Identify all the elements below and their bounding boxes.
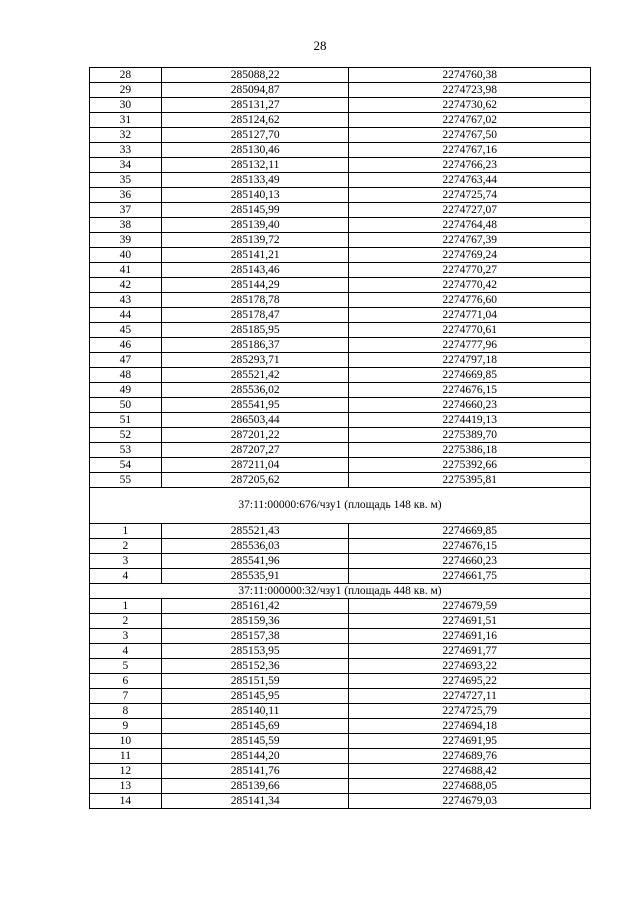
x-coordinate-cell: 285152,36 [161, 659, 349, 674]
table-row [90, 188, 591, 203]
x-coordinate-cell: 285145,99 [161, 203, 349, 218]
y-coordinate-cell: 2274691,95 [349, 734, 591, 749]
point-number-cell: 30 [90, 98, 162, 113]
table-row [90, 173, 591, 188]
x-coordinate-cell: 285131,27 [161, 98, 349, 113]
table-row [90, 98, 591, 113]
table-row [90, 569, 591, 584]
table-row [90, 629, 591, 644]
x-coordinate-cell: 285139,72 [161, 233, 349, 248]
point-number-cell: 35 [90, 173, 162, 188]
x-coordinate-cell: 285541,96 [161, 554, 349, 569]
y-coordinate-cell: 2274679,03 [349, 794, 591, 809]
point-number-cell: 48 [90, 368, 162, 383]
x-coordinate-cell: 285186,37 [161, 338, 349, 353]
point-number-cell: 49 [90, 383, 162, 398]
coordinates-table-body [90, 68, 591, 809]
point-number-cell: 12 [90, 764, 162, 779]
x-coordinate-cell: 285132,11 [161, 158, 349, 173]
y-coordinate-cell: 2274688,05 [349, 779, 591, 794]
x-coordinate-cell: 285094,87 [161, 83, 349, 98]
table-row [90, 659, 591, 674]
x-coordinate-cell: 285130,46 [161, 143, 349, 158]
y-coordinate-cell: 2274691,51 [349, 614, 591, 629]
x-coordinate-cell: 285145,59 [161, 734, 349, 749]
x-coordinate-cell: 285541,95 [161, 398, 349, 413]
table-row [90, 158, 591, 173]
point-number-cell: 45 [90, 323, 162, 338]
page-number: 28 [313, 38, 327, 53]
table-row [90, 749, 591, 764]
point-number-cell: 6 [90, 674, 162, 689]
point-number-cell: 4 [90, 569, 162, 584]
section-header-row [90, 584, 591, 599]
y-coordinate-cell: 2274725,74 [349, 188, 591, 203]
y-coordinate-cell: 2275389,70 [349, 428, 591, 443]
point-number-cell: 31 [90, 113, 162, 128]
point-number-cell: 41 [90, 263, 162, 278]
point-number-cell: 40 [90, 248, 162, 263]
y-coordinate-cell: 2274689,76 [349, 749, 591, 764]
y-coordinate-cell: 2274694,18 [349, 719, 591, 734]
point-number-cell: 43 [90, 293, 162, 308]
table-row [90, 323, 591, 338]
point-number-cell: 8 [90, 704, 162, 719]
y-coordinate-cell: 2274763,44 [349, 173, 591, 188]
table-row [90, 248, 591, 263]
table-row [90, 443, 591, 458]
table-row [90, 734, 591, 749]
x-coordinate-cell: 285141,34 [161, 794, 349, 809]
x-coordinate-cell: 285536,02 [161, 383, 349, 398]
x-coordinate-cell: 285144,29 [161, 278, 349, 293]
y-coordinate-cell: 2274693,22 [349, 659, 591, 674]
point-number-cell: 54 [90, 458, 162, 473]
y-coordinate-cell: 2275386,18 [349, 443, 591, 458]
y-coordinate-cell: 2274766,23 [349, 158, 591, 173]
point-number-cell: 55 [90, 473, 162, 488]
point-number-cell: 39 [90, 233, 162, 248]
table-row [90, 68, 591, 83]
y-coordinate-cell: 2274419,13 [349, 413, 591, 428]
x-coordinate-cell: 285145,69 [161, 719, 349, 734]
table-row [90, 794, 591, 809]
x-coordinate-cell: 287211,04 [161, 458, 349, 473]
point-number-cell: 7 [90, 689, 162, 704]
table-row [90, 278, 591, 293]
table-row [90, 674, 591, 689]
point-number-cell: 50 [90, 398, 162, 413]
point-number-cell: 9 [90, 719, 162, 734]
y-coordinate-cell: 2274767,02 [349, 113, 591, 128]
table-row [90, 524, 591, 539]
x-coordinate-cell: 285293,71 [161, 353, 349, 368]
x-coordinate-cell: 285143,46 [161, 263, 349, 278]
x-coordinate-cell: 285139,40 [161, 218, 349, 233]
point-number-cell: 4 [90, 644, 162, 659]
table-row [90, 719, 591, 734]
y-coordinate-cell: 2274725,79 [349, 704, 591, 719]
table-row [90, 689, 591, 704]
x-coordinate-cell: 285185,95 [161, 323, 349, 338]
table-row [90, 353, 591, 368]
table-row [90, 128, 591, 143]
table-row [90, 83, 591, 98]
y-coordinate-cell: 2274767,16 [349, 143, 591, 158]
x-coordinate-cell: 285536,03 [161, 539, 349, 554]
point-number-cell: 2 [90, 614, 162, 629]
y-coordinate-cell: 2274797,18 [349, 353, 591, 368]
table-row [90, 764, 591, 779]
x-coordinate-cell: 285178,78 [161, 293, 349, 308]
table-row [90, 218, 591, 233]
table-row [90, 308, 591, 323]
table-row [90, 383, 591, 398]
x-coordinate-cell: 285535,91 [161, 569, 349, 584]
x-coordinate-cell: 287207,27 [161, 443, 349, 458]
y-coordinate-cell: 2274764,48 [349, 218, 591, 233]
point-number-cell: 44 [90, 308, 162, 323]
table-row [90, 263, 591, 278]
point-number-cell: 5 [90, 659, 162, 674]
y-coordinate-cell: 2274727,07 [349, 203, 591, 218]
section-title: 37:11:000000:32/чзу1 (площадь 448 кв. м) [90, 584, 591, 599]
y-coordinate-cell: 2274661,75 [349, 569, 591, 584]
x-coordinate-cell: 287201,22 [161, 428, 349, 443]
x-coordinate-cell: 285140,13 [161, 188, 349, 203]
y-coordinate-cell: 2274769,24 [349, 248, 591, 263]
x-coordinate-cell: 285141,76 [161, 764, 349, 779]
point-number-cell: 51 [90, 413, 162, 428]
y-coordinate-cell: 2274776,60 [349, 293, 591, 308]
table-row [90, 599, 591, 614]
point-number-cell: 46 [90, 338, 162, 353]
y-coordinate-cell: 2274730,62 [349, 98, 591, 113]
table-row [90, 458, 591, 473]
x-coordinate-cell: 285161,42 [161, 599, 349, 614]
point-number-cell: 53 [90, 443, 162, 458]
y-coordinate-cell: 2274660,23 [349, 554, 591, 569]
point-number-cell: 3 [90, 629, 162, 644]
x-coordinate-cell: 287205,62 [161, 473, 349, 488]
table-row [90, 203, 591, 218]
x-coordinate-cell: 285127,70 [161, 128, 349, 143]
table-row [90, 539, 591, 554]
y-coordinate-cell: 2275395,81 [349, 473, 591, 488]
table-row [90, 473, 591, 488]
point-number-cell: 3 [90, 554, 162, 569]
y-coordinate-cell: 2274669,85 [349, 368, 591, 383]
table-row [90, 398, 591, 413]
y-coordinate-cell: 2274676,15 [349, 383, 591, 398]
point-number-cell: 33 [90, 143, 162, 158]
point-number-cell: 1 [90, 524, 162, 539]
y-coordinate-cell: 2274688,42 [349, 764, 591, 779]
table-row [90, 704, 591, 719]
y-coordinate-cell: 2274695,22 [349, 674, 591, 689]
point-number-cell: 2 [90, 539, 162, 554]
point-number-cell: 36 [90, 188, 162, 203]
x-coordinate-cell: 285124,62 [161, 113, 349, 128]
y-coordinate-cell: 2274723,98 [349, 83, 591, 98]
section-title: 37:11:00000:676/чзу1 (площадь 148 кв. м) [90, 488, 591, 524]
x-coordinate-cell: 285151,59 [161, 674, 349, 689]
x-coordinate-cell: 285088,22 [161, 68, 349, 83]
point-number-cell: 28 [90, 68, 162, 83]
table-row [90, 644, 591, 659]
x-coordinate-cell: 285133,49 [161, 173, 349, 188]
x-coordinate-cell: 285141,21 [161, 248, 349, 263]
table-row [90, 413, 591, 428]
point-number-cell: 13 [90, 779, 162, 794]
y-coordinate-cell: 2274691,16 [349, 629, 591, 644]
point-number-cell: 10 [90, 734, 162, 749]
point-number-cell: 14 [90, 794, 162, 809]
y-coordinate-cell: 2274770,42 [349, 278, 591, 293]
x-coordinate-cell: 285139,66 [161, 779, 349, 794]
y-coordinate-cell: 2274767,39 [349, 233, 591, 248]
point-number-cell: 1 [90, 599, 162, 614]
point-number-cell: 42 [90, 278, 162, 293]
table-row [90, 779, 591, 794]
x-coordinate-cell: 285157,38 [161, 629, 349, 644]
point-number-cell: 38 [90, 218, 162, 233]
table-row [90, 554, 591, 569]
x-coordinate-cell: 285144,20 [161, 749, 349, 764]
y-coordinate-cell: 2275392,66 [349, 458, 591, 473]
point-number-cell: 34 [90, 158, 162, 173]
x-coordinate-cell: 285140,11 [161, 704, 349, 719]
x-coordinate-cell: 285153,95 [161, 644, 349, 659]
y-coordinate-cell: 2274770,61 [349, 323, 591, 338]
y-coordinate-cell: 2274767,50 [349, 128, 591, 143]
y-coordinate-cell: 2274760,38 [349, 68, 591, 83]
x-coordinate-cell: 285159,36 [161, 614, 349, 629]
table-row [90, 113, 591, 128]
y-coordinate-cell: 2274669,85 [349, 524, 591, 539]
y-coordinate-cell: 2274691,77 [349, 644, 591, 659]
y-coordinate-cell: 2274660,23 [349, 398, 591, 413]
table-row [90, 428, 591, 443]
x-coordinate-cell: 285521,42 [161, 368, 349, 383]
table-row [90, 338, 591, 353]
x-coordinate-cell: 285178,47 [161, 308, 349, 323]
section-header-row [90, 488, 591, 524]
table-row [90, 233, 591, 248]
x-coordinate-cell: 285521,43 [161, 524, 349, 539]
point-number-cell: 29 [90, 83, 162, 98]
y-coordinate-cell: 2274771,04 [349, 308, 591, 323]
point-number-cell: 32 [90, 128, 162, 143]
table-row [90, 293, 591, 308]
x-coordinate-cell: 285145,95 [161, 689, 349, 704]
y-coordinate-cell: 2274777,96 [349, 338, 591, 353]
table-row [90, 143, 591, 158]
point-number-cell: 52 [90, 428, 162, 443]
y-coordinate-cell: 2274679,59 [349, 599, 591, 614]
y-coordinate-cell: 2274727,11 [349, 689, 591, 704]
y-coordinate-cell: 2274676,15 [349, 539, 591, 554]
coordinates-table [89, 67, 591, 809]
point-number-cell: 37 [90, 203, 162, 218]
table-row [90, 614, 591, 629]
point-number-cell: 47 [90, 353, 162, 368]
point-number-cell: 11 [90, 749, 162, 764]
y-coordinate-cell: 2274770,27 [349, 263, 591, 278]
table-row [90, 368, 591, 383]
x-coordinate-cell: 286503,44 [161, 413, 349, 428]
